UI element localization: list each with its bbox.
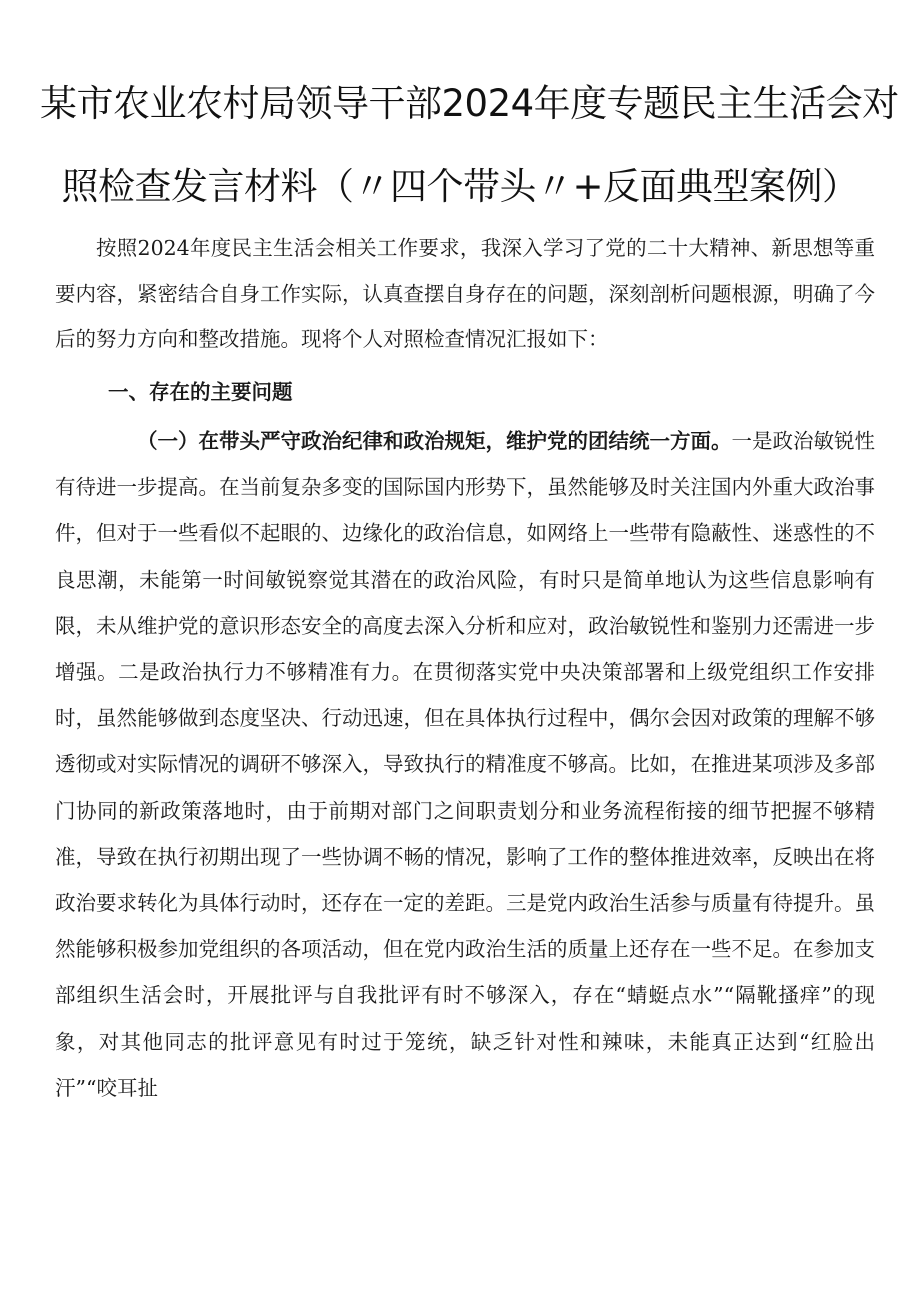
document-title-line-2: 照检查发言材料（〃四个带头〃+反面典型案例）	[61, 165, 859, 208]
subsection-heading: （一）在带头严守政治纪律和政治规矩，维护党的团结统一方面。	[137, 429, 732, 453]
section-heading: 一、存在的主要问题	[108, 380, 293, 404]
document-title-line-1: 某市农业农村局领导干部2024年度专题民主生活会对	[40, 82, 899, 125]
subsection-paragraph	[55, 418, 875, 1111]
subsection-body: 一是政治敏锐性有待进一步提高。在当前复杂多变的国际国内形势下，虽然能够及时关注国内外重大政治事件，但对于一些看似不起眼的、边缘化的政治信息，如网络上一些带有隐蔽性、迷惑性的不良思潮，未能第一时间敏锐察觉其潜在的政治风险，有时只是简单地认为这些信息影响有限，未从维护党的意识形态安全的高度去深入分析和应对，政治敏锐性和鉴别力还需进一步增强。二是政治执行力不够精准有力。在贯彻落实党中央决策部署和上级党组织工作安排时，虽然能够做到态度坚决、行动迅速，但在具体执行过程中，偶尔会因对政策的理解不够透彻或对实际情况的调研不够深入，导致执行的精准度不够高。比如，在推进某项涉及多部门协同的新政策落地时，由于前期对部门之间职责划分和业务流程衔接的细节把握不够精准，导致在执行初期出现了一些协调不畅的情况，影响了工作的整体推进效率，反映出在将政治要求转化为具体行动时，还存在一定的差距。三是党内政治生活参与质量有待提升。虽然能够积极参加党组织的各项活动，但在党内政治生活的质量上还存在一些不足。在参加支部组织生活会时，开展批评与自我批评有时不够深入，存在“蜻蜓点水”“隔靴搔痒”的现象，对其他同志的批评意见有时过于笼统，缺乏针对性和辣味，未能真正达到“红脸出汗”“咬耳扯	[55, 429, 875, 1100]
intro-paragraph: 按照2024年度民主生活会相关工作要求，我深入学习了党的二十大精神、新思想等重要内容，紧密结合自身工作实际，认真查摆自身存在的问题，深刻剖析问题根源，明确了今后的努力方向和整改措施。现将个人对照检查情况汇报如下：	[55, 236, 875, 351]
